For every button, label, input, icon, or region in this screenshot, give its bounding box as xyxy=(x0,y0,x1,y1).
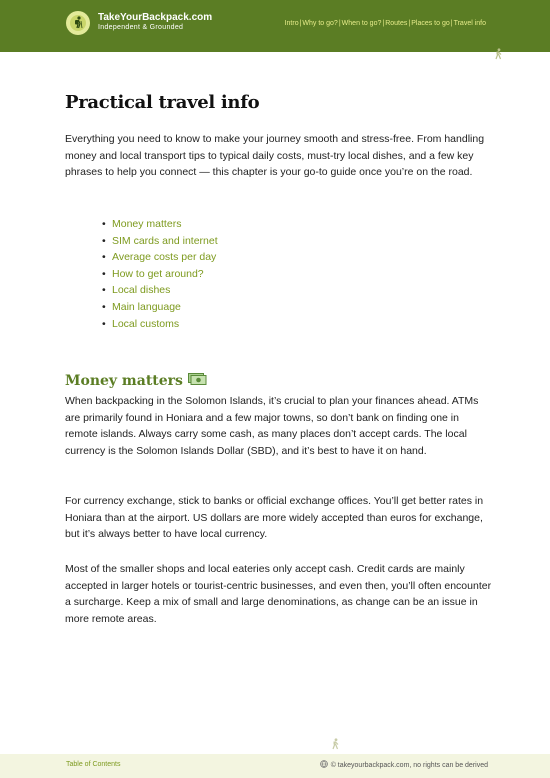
globe-icon xyxy=(320,760,328,770)
copyright xyxy=(320,760,488,770)
list-item xyxy=(100,266,218,283)
section-title-text: Money matters xyxy=(65,372,183,389)
list-item xyxy=(100,282,218,299)
page-footer xyxy=(0,754,550,778)
list-item xyxy=(100,216,218,233)
toc-link-local-dishes[interactable]: Local dishes xyxy=(112,284,171,297)
money-paragraph-cash: Most of the smaller shops and local eateries only accept cash. Credit cards are mainly accepted in larger hotels or tourist-centric businesses, and even then, you’ll often encounter a surcharge. Keep a mix of small and large denominations, as change can be an issue in more remote areas. xyxy=(65,563,492,625)
bullet-icon: • xyxy=(102,218,106,230)
section-title-money-matters xyxy=(65,372,207,389)
toc-link-local-customs[interactable]: Local customs xyxy=(112,317,180,330)
toc-link-get-around[interactable]: How to get around? xyxy=(112,267,204,280)
toc-link-main-language[interactable]: Main language xyxy=(112,300,181,313)
list-item xyxy=(100,249,218,266)
list-item xyxy=(100,233,218,250)
bullet-icon: • xyxy=(102,267,106,280)
copyright-text: © takeyourbackpack.com, no rights can be derived xyxy=(330,761,488,769)
nav-link-intro[interactable]: Intro xyxy=(284,20,299,27)
bullet-icon: • xyxy=(102,284,106,297)
hiker-icon xyxy=(494,45,504,64)
nav-separator: | xyxy=(338,20,341,27)
toc-link-sim-cards[interactable]: SIM cards and internet xyxy=(112,234,218,247)
hiker-icon xyxy=(331,735,341,754)
page-header xyxy=(0,0,550,52)
page-title: Practical travel info xyxy=(65,92,260,113)
nav-separator: | xyxy=(408,20,411,27)
nav-link-when-to-go[interactable]: When to go? xyxy=(341,20,382,27)
intro-paragraph: Everything you need to know to make your journey smooth and stress-free. From handling money and local transport tips to typical daily costs, must-try local dishes, and a few key phrases to help you connect — this chapter is your go-to guide once you’re on the road. xyxy=(65,133,485,178)
bullet-icon: • xyxy=(102,234,106,247)
toc-link-average-costs[interactable]: Average costs per day xyxy=(112,251,217,264)
toc-link-money-matters[interactable]: Money matters xyxy=(112,218,182,230)
brand-tagline: Independent & Grounded xyxy=(98,24,184,31)
list-item xyxy=(100,316,218,333)
top-navigation xyxy=(285,20,486,27)
bullet-icon: • xyxy=(102,251,106,264)
brand xyxy=(98,12,212,33)
backpacker-logo-icon[interactable] xyxy=(66,11,90,35)
bullet-icon: • xyxy=(102,300,106,313)
bullet-icon: • xyxy=(102,317,106,330)
chapter-contents-list xyxy=(100,216,218,332)
brand-name[interactable]: TakeYourBackpack.com xyxy=(98,12,213,23)
money-icon xyxy=(188,372,207,389)
nav-link-why-to-go[interactable]: Why to go? xyxy=(302,20,338,27)
nav-separator: | xyxy=(382,20,385,27)
nav-link-routes[interactable]: Routes xyxy=(385,20,408,27)
money-paragraph-exchange: For currency exchange, stick to banks or official exchange offices. You’ll get better rates in Honiara than at the airport. US dollars are more widely accepted than euros for exchange, but it’s always better to have local currency. xyxy=(65,495,484,540)
nav-link-places-to-go[interactable]: Places to go xyxy=(411,20,450,27)
nav-link-travel-info[interactable]: Travel info xyxy=(453,20,486,27)
nav-separator: | xyxy=(450,20,453,27)
nav-separator: | xyxy=(299,20,302,27)
list-item xyxy=(100,299,218,316)
money-paragraph-atms: When backpacking in the Solomon Islands, it’s crucial to plan your finances ahead. ATMs are primarily found in Honiara and a few major towns, so don’t bank on finding one in remote islands. Always carry some cash, as many places don’t accept cards. The local currency is the Solomon Islands Dollar (SBD), and it’s best to have it on hand. xyxy=(65,395,479,457)
table-of-contents-link[interactable]: Table of Contents xyxy=(66,761,121,768)
